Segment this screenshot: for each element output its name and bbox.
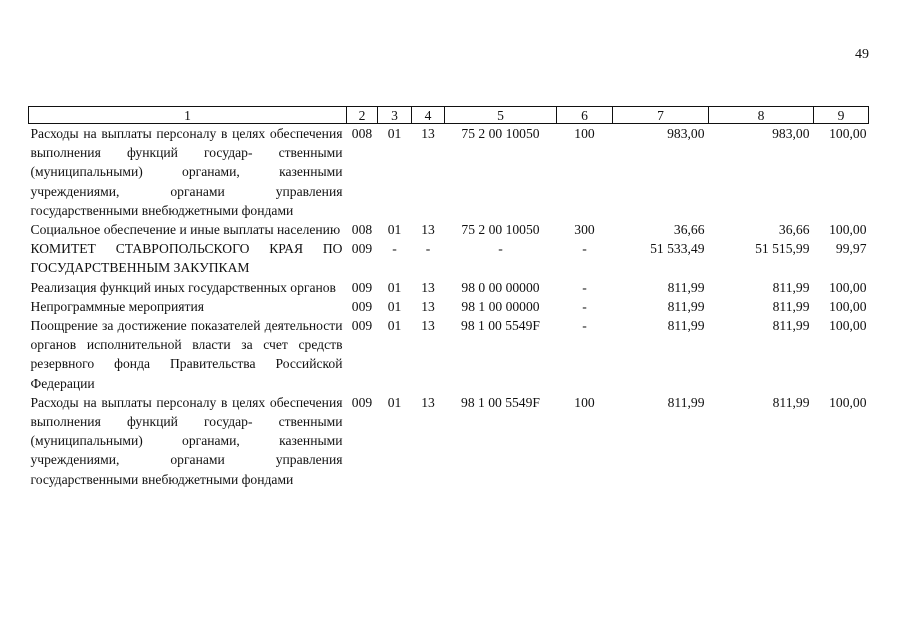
cell-executed: 811,99 (772, 279, 810, 295)
cell-target-article: 98 0 00 00000 (461, 279, 540, 295)
row-name: Расходы на выплаты персоналу в целях обеспечения выполнения функций государ- ственными (муниципальными) органами, казенными учреждениями, органами управления государственными внебюджетными фондами (30, 126, 343, 218)
cell-ministry-code: 008 (351, 222, 373, 238)
table-row (29, 124, 869, 221)
row-name: Поощрение за достижение показателей деятельности органов исполнительной власти за счет средств резервного фонда Правительства Российской Федерации (30, 318, 343, 391)
table-row (29, 220, 869, 239)
cell-planned: 51 533,49 (650, 241, 705, 257)
cell-section: 01 (387, 279, 402, 295)
cell-percent: 100,00 (829, 279, 867, 295)
cell-expense-type: - (582, 279, 587, 295)
cell-planned: 36,66 (673, 222, 705, 238)
cell-ministry-code: 009 (351, 394, 373, 410)
cell-subsection: 13 (421, 126, 435, 141)
cell-percent: 100,00 (829, 222, 867, 238)
column-header-6: 6 (557, 107, 613, 124)
table-row (29, 278, 869, 297)
cell-ministry-code: 009 (351, 298, 373, 314)
cell-section: 01 (387, 298, 402, 314)
column-header-9: 9 (814, 107, 869, 124)
cell-target-article: 98 1 00 00000 (461, 298, 540, 314)
column-header-8: 8 (709, 107, 814, 124)
cell-subsection: 13 (421, 222, 435, 238)
cell-expense-type: - (582, 241, 587, 257)
cell-executed: 983,00 (772, 126, 810, 141)
cell-section: 01 (387, 126, 402, 141)
cell-planned: 811,99 (667, 394, 705, 410)
row-name: Непрограммные мероприятия (30, 298, 204, 314)
cell-expense-type: 100 (574, 126, 595, 141)
cell-expense-type: 100 (574, 394, 595, 410)
table-row (29, 316, 869, 393)
row-name: Реализация функций иных государственных органов (30, 279, 336, 295)
cell-executed: 36,66 (778, 222, 810, 238)
cell-expense-type: - (582, 298, 587, 314)
column-header-4: 4 (412, 107, 445, 124)
cell-ministry-code: 009 (351, 279, 373, 295)
cell-executed: 811,99 (772, 318, 810, 334)
cell-percent: 100,00 (829, 318, 867, 334)
cell-expense-type: 300 (574, 222, 595, 238)
column-header-7: 7 (613, 107, 709, 124)
column-header-2: 2 (347, 107, 378, 124)
cell-subsection: - (425, 241, 431, 257)
column-header-1: 1 (29, 107, 347, 124)
cell-planned: 983,00 (667, 126, 705, 141)
cell-ministry-code: 009 (351, 318, 373, 334)
cell-target-article: - (498, 241, 503, 257)
cell-section: 01 (387, 394, 402, 410)
cell-subsection: 13 (421, 279, 435, 295)
cell-planned: 811,99 (667, 318, 705, 334)
cell-target-article: 75 2 00 10050 (461, 126, 540, 141)
cell-subsection: 13 (421, 298, 435, 314)
row-name: Расходы на выплаты персоналу в целях обеспечения выполнения функций государ- ственными (муниципальными) органами, казенными учреждениями, органами управления государственными внебюджетными фондами (30, 394, 343, 487)
row-name: Социальное обеспечение и иные выплаты населению (30, 222, 341, 238)
cell-section: - (392, 241, 397, 257)
budget-table (28, 106, 869, 489)
table-row (29, 393, 869, 489)
cell-planned: 811,99 (667, 298, 705, 314)
cell-target-article: 98 1 00 5549F (461, 318, 540, 334)
cell-subsection: 13 (421, 318, 435, 334)
cell-subsection: 13 (421, 394, 435, 410)
cell-executed: 811,99 (772, 298, 810, 314)
cell-planned: 811,99 (667, 279, 705, 295)
cell-executed: 811,99 (772, 394, 810, 410)
cell-executed: 51 515,99 (755, 241, 810, 257)
cell-percent: 100,00 (829, 298, 867, 314)
table-row (29, 239, 869, 277)
cell-ministry-code: 009 (351, 241, 373, 257)
cell-section: 01 (387, 222, 402, 238)
cell-section: 01 (387, 318, 402, 334)
cell-expense-type: - (582, 318, 587, 334)
column-header-3: 3 (378, 107, 412, 124)
table-row (29, 297, 869, 316)
row-name: КОМИТЕТ СТАВРОПОЛЬСКОГО КРАЯ ПО ГОСУДАРСТВЕННЫМ ЗАКУПКАМ (30, 241, 343, 276)
cell-percent: 100,00 (829, 394, 867, 410)
cell-percent: 100,00 (829, 126, 867, 141)
cell-ministry-code: 008 (351, 126, 373, 141)
column-header-5: 5 (445, 107, 557, 124)
cell-percent: 99,97 (835, 241, 867, 257)
page-number: 49 (855, 47, 869, 62)
cell-target-article: 75 2 00 10050 (461, 222, 540, 238)
cell-target-article: 98 1 00 5549F (461, 394, 540, 410)
header-row (29, 107, 869, 124)
